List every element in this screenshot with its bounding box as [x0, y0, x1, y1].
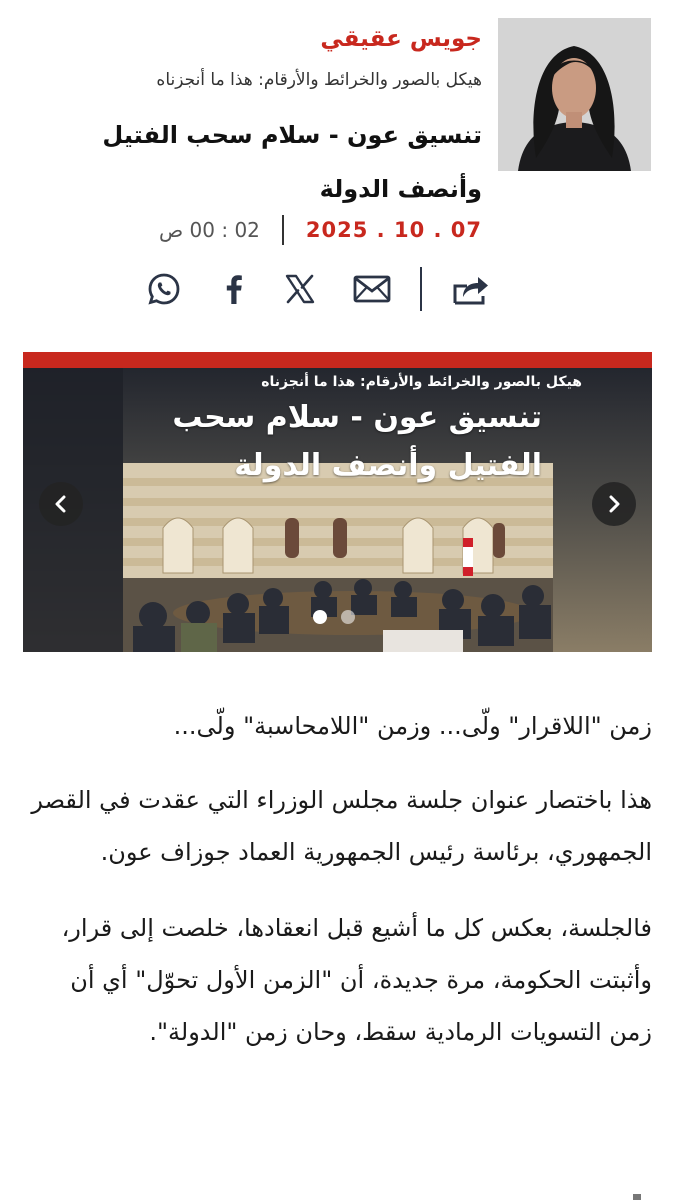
email-icon — [350, 271, 394, 307]
image-carousel[interactable] — [23, 352, 652, 652]
carousel-next-button[interactable] — [592, 482, 636, 526]
author-portrait-icon — [498, 18, 651, 171]
article-headline: تنسيق عون - سلام سحب الفتيل وأنصف الدولة — [102, 121, 482, 203]
facebook-icon — [216, 271, 252, 307]
article-kicker: هيكل بالصور والخرائط والأرقام: هذا ما أنجزناه — [156, 70, 482, 90]
article-header — [0, 0, 675, 340]
chevron-left-icon — [51, 494, 71, 514]
author-name[interactable]: جويس عقيقي — [320, 26, 482, 52]
x-share-button[interactable] — [276, 265, 324, 313]
author-photo[interactable] — [498, 18, 651, 171]
meta-divider — [282, 215, 284, 245]
carousel-dot[interactable] — [313, 610, 327, 624]
share-bar — [140, 265, 500, 315]
whatsapp-share-button[interactable] — [140, 265, 188, 313]
share-icon — [449, 271, 493, 307]
carousel-dot[interactable] — [341, 610, 355, 624]
email-share-button[interactable] — [346, 265, 398, 313]
share-divider — [420, 267, 422, 311]
carousel-dots — [313, 610, 355, 624]
slide-kicker: هيكل بالصور والخرائط والأرقام: هذا ما أنجزناه — [261, 374, 582, 390]
facebook-share-button[interactable] — [210, 265, 258, 313]
chevron-right-icon — [604, 494, 624, 514]
whatsapp-icon — [146, 271, 182, 307]
x-icon — [282, 271, 318, 307]
publish-time: 02 : 00 ص — [159, 218, 260, 242]
article-paragraph: هذا باختصار عنوان جلسة مجلس الوزراء التي عقدت في القصر الجمهوري، برئاسة رئيس الجمهورية العماد جوزاف عون. — [31, 786, 652, 866]
publish-date: 2025 . 10 . 07 — [305, 218, 482, 242]
scroll-indicator[interactable] — [633, 1194, 641, 1200]
slide-headline: تنسيق عون - سلام سحب الفتيل وأنصف الدولة — [172, 400, 542, 483]
share-button[interactable] — [446, 265, 496, 313]
article-meta — [159, 213, 482, 247]
carousel-accent-bar — [23, 352, 652, 368]
carousel-prev-button[interactable] — [39, 482, 83, 526]
article-paragraph: زمن "اللاقرار" ولّى... وزمن "اللامحاسبة" ولّى... — [173, 712, 652, 740]
article-paragraph: فالجلسة، بعكس كل ما أشيع قبل انعقادها، خلصت إلى قرار، وأثبتت الحكومة، مرة جديدة، أن "الزمن الأول تحوّل" أي أن زمن التسويات الرمادية سقط، وحان زمن "الدولة". — [61, 914, 652, 1046]
article-body — [28, 700, 652, 1082]
